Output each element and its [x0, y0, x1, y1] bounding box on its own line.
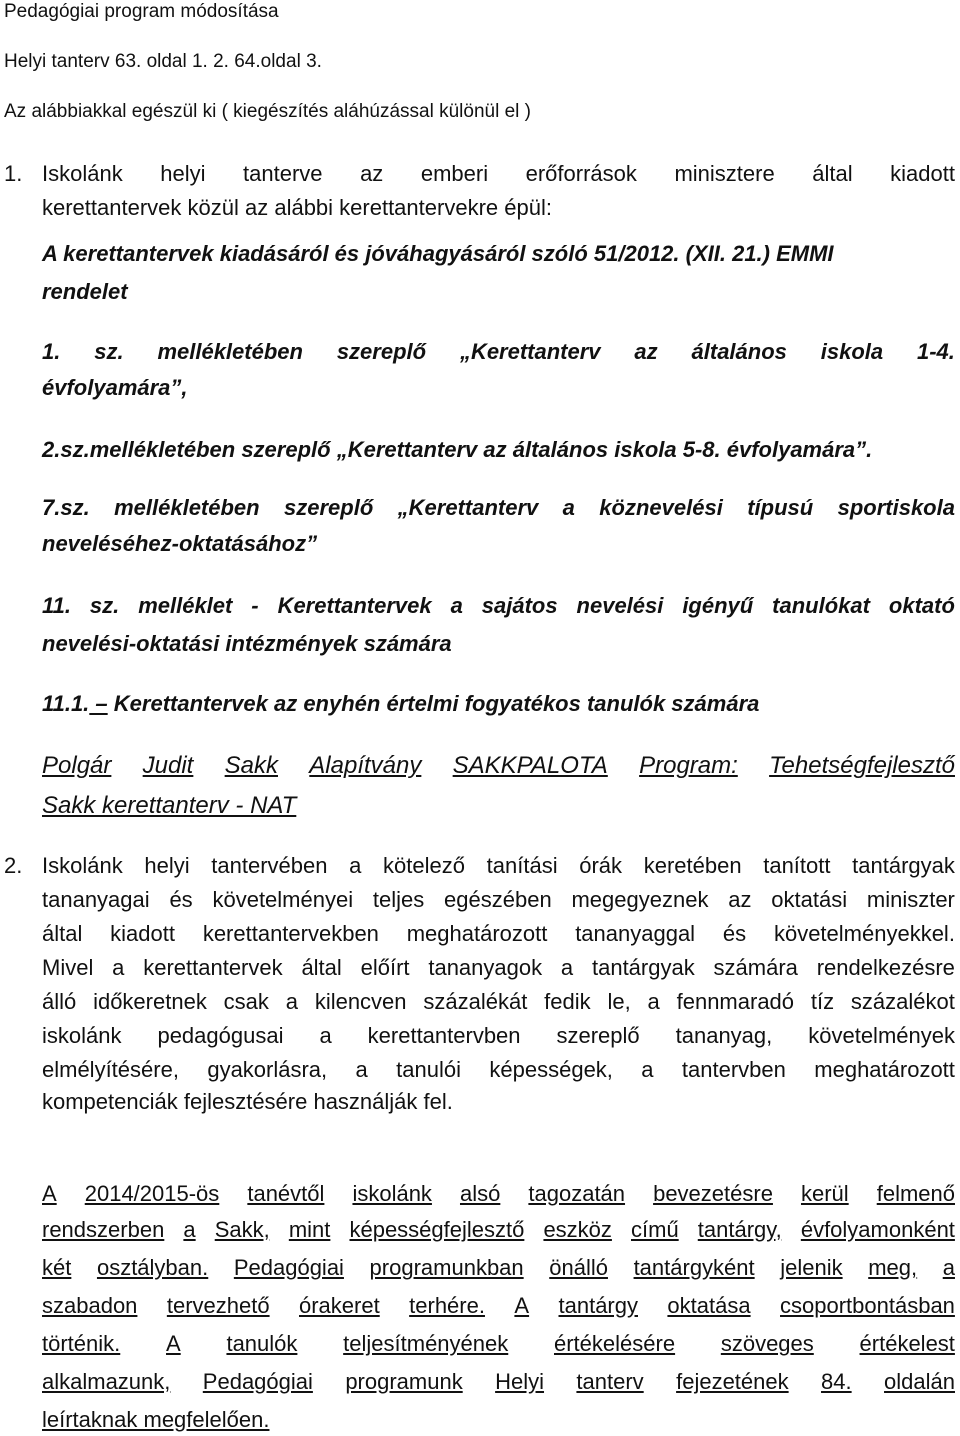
program-line-2: Sakk kerettanterv - NAT	[42, 792, 297, 819]
word: történik.	[42, 1331, 121, 1356]
word: a	[942, 1255, 955, 1280]
word: és	[169, 887, 193, 912]
word: mellékletében	[157, 339, 303, 364]
word: A	[514, 1293, 530, 1318]
annex7-line-1	[42, 494, 955, 522]
word: alsó	[459, 1181, 501, 1206]
word: Pedagógiai	[233, 1255, 344, 1280]
word: 2014/2015-ös	[84, 1181, 220, 1206]
word: két	[42, 1255, 72, 1280]
word: tanulói	[396, 1057, 462, 1082]
item1-line-2: kerettantervek közül az alábbi kerettantervekre épül:	[42, 195, 552, 220]
addition-line	[42, 1368, 955, 1396]
word: és	[722, 921, 747, 946]
addition-line	[42, 1216, 955, 1244]
word: Helyi	[495, 1369, 545, 1394]
word: szereplő	[284, 495, 374, 520]
word: eszköz	[543, 1217, 612, 1242]
word: képességfejlesztő	[349, 1217, 525, 1242]
word: -	[251, 593, 259, 618]
word: Pedagógiai	[202, 1369, 313, 1394]
word: teljesítményének	[343, 1331, 509, 1356]
word: Sakk	[224, 752, 278, 779]
word: a	[355, 1057, 368, 1082]
word: tananyagok	[428, 955, 543, 980]
item-number-2: 2.	[4, 853, 23, 878]
word: az	[728, 887, 752, 912]
word: a	[450, 593, 463, 618]
word: jelenik	[780, 1255, 843, 1280]
word: az	[360, 161, 384, 186]
word: iskolánk	[42, 1023, 122, 1048]
page-reference: Helyi tanterv 63. oldal 1. 2. 64.oldal 3.	[4, 51, 322, 72]
word: fennmaradó	[676, 989, 795, 1014]
word: szöveges	[720, 1331, 814, 1356]
word: minisztere	[674, 161, 775, 186]
word: százalékát	[423, 989, 528, 1014]
word: kötelező	[383, 853, 465, 878]
word: 1-4.	[916, 339, 955, 364]
word: oktatási	[771, 887, 848, 912]
word: terhére.	[409, 1293, 485, 1318]
word: tagozatán	[528, 1181, 626, 1206]
word: Polgár	[42, 752, 112, 779]
word: az	[634, 339, 658, 364]
word: gyakorlásra,	[207, 1057, 328, 1082]
word: általános	[691, 339, 787, 364]
word: tantárgy	[558, 1293, 638, 1318]
word: követelményei	[212, 887, 354, 912]
addition-line	[42, 1180, 955, 1208]
word: oktatása	[667, 1293, 751, 1318]
word: tananyag,	[675, 1023, 773, 1048]
word: Program:	[639, 752, 738, 779]
word: a	[183, 1217, 196, 1242]
annex11-1-line	[42, 690, 759, 718]
word: időkeretnek	[93, 989, 207, 1014]
word: előírt	[360, 955, 410, 980]
word: önálló	[549, 1255, 608, 1280]
word: Mivel	[42, 955, 94, 980]
addition-note: Az alábbiakkal egészül ki ( kiegészítés aláhúzással különül el )	[4, 101, 531, 122]
word: szabadon	[42, 1293, 138, 1318]
word: tananyagai	[42, 887, 150, 912]
word: a	[319, 1023, 332, 1048]
word: kilencven	[314, 989, 407, 1014]
word: tanulókat	[772, 593, 870, 618]
word: osztályban.	[96, 1255, 209, 1280]
word: sz.	[94, 339, 124, 364]
word: 84.	[821, 1369, 852, 1394]
word: fejezetének	[676, 1369, 789, 1394]
word: órakeret	[299, 1293, 380, 1318]
word: oldalán	[884, 1369, 955, 1394]
word: felmenő	[876, 1181, 955, 1206]
item2-line	[42, 1056, 955, 1084]
addition-line	[42, 1292, 955, 1320]
word: tanítási	[486, 853, 558, 878]
word: évfolyamonként	[800, 1217, 955, 1242]
word: Iskolánk	[42, 161, 123, 186]
word: kiadott	[890, 161, 955, 186]
word: „Kerettanterv	[459, 339, 601, 364]
word: Sakk,	[214, 1217, 270, 1242]
annex11-1-dash: –	[89, 691, 108, 716]
word: le,	[607, 989, 631, 1014]
item-number-1: 1.	[4, 161, 23, 186]
word: erőforrások	[525, 161, 637, 186]
word: tantárgy,	[697, 1217, 782, 1242]
word: kerettantervben	[367, 1023, 521, 1048]
word: című	[631, 1217, 679, 1242]
item2-line	[42, 886, 955, 914]
decree-line-2: rendelet	[42, 279, 128, 304]
word: Kerettantervek	[277, 593, 432, 618]
annex7-line-2: neveléséhez-oktatásához”	[42, 531, 318, 556]
annex11-1-text: Kerettantervek az enyhén értelmi fogyatékos tanulók számára	[107, 691, 760, 716]
word: álló	[42, 989, 77, 1014]
word: a	[562, 495, 575, 520]
program-line-1	[42, 750, 955, 782]
word: kiadott	[110, 921, 175, 946]
word: csak	[223, 989, 269, 1014]
annex1-line-2: évfolyamára”,	[42, 375, 188, 400]
word: szereplő	[556, 1023, 640, 1048]
addition-line	[42, 1330, 955, 1358]
word: köznevelési	[599, 495, 723, 520]
word: iskola	[820, 339, 884, 364]
item2-line	[42, 988, 955, 1016]
word: „Kerettanterv	[397, 495, 539, 520]
addition-last-line: leírtaknak megfelelően.	[42, 1407, 270, 1432]
word: 1.	[42, 339, 61, 364]
item2-line	[42, 954, 955, 982]
word: Tehetségfejlesztő	[769, 752, 955, 779]
word: igényű	[682, 593, 754, 618]
annex11-1-prefix: 11.1.	[42, 691, 90, 716]
word: 11.	[42, 593, 71, 618]
word: kerettantervek	[143, 955, 283, 980]
word: tantárgyként	[633, 1255, 755, 1280]
item1-line-1	[42, 160, 955, 188]
word: teljes	[372, 887, 425, 912]
word: a	[112, 955, 125, 980]
word: keretében	[643, 853, 742, 878]
annex11-line-2: nevelési-oktatási intézmények számára	[42, 631, 452, 656]
word: meghatározott	[814, 1057, 955, 1082]
word: tanított	[763, 853, 831, 878]
word: a	[560, 955, 574, 980]
word: SAKKPALOTA	[452, 752, 608, 779]
item2-line	[42, 852, 955, 880]
addition-line	[42, 1254, 955, 1282]
word: százalékot	[850, 989, 955, 1014]
document-title: Pedagógiai program módosítása	[4, 1, 279, 22]
word: tanulók	[226, 1331, 298, 1356]
word: képességek,	[489, 1057, 613, 1082]
word: meghatározott	[406, 921, 548, 946]
word: tervezhető	[166, 1293, 270, 1318]
word: programunkban	[369, 1255, 524, 1280]
word: rendelkezésre	[816, 955, 955, 980]
word: iskolánk	[352, 1181, 432, 1206]
word: helyi	[160, 161, 206, 186]
word: nevelési	[576, 593, 664, 618]
word: értékelésére	[554, 1331, 676, 1356]
word: mint	[288, 1217, 331, 1242]
word: meg,	[868, 1255, 918, 1280]
word: tanterv	[576, 1369, 644, 1394]
word: bevezetésre	[653, 1181, 773, 1206]
word: megegyeznek	[571, 887, 709, 912]
word: Iskolánk	[42, 853, 123, 878]
word: alkalmazunk,	[42, 1369, 171, 1394]
word: oktató	[888, 593, 955, 618]
word: 7.sz.	[42, 495, 90, 520]
word: kerettantervekben	[202, 921, 379, 946]
annex11-line-1	[42, 592, 955, 620]
word: kerül	[800, 1181, 849, 1206]
word: emberi	[420, 161, 489, 186]
word: által	[42, 921, 83, 946]
item2-line	[42, 1022, 955, 1050]
decree-line-1: A kerettantervek kiadásáról és jóváhagyásáról szóló 51/2012. (XII. 21.) EMMI	[42, 241, 834, 266]
word: tíz	[810, 989, 835, 1014]
item2-line	[42, 920, 955, 948]
word: sajátos	[481, 593, 558, 618]
word: helyi	[144, 853, 190, 878]
word: tantárgyak	[852, 853, 955, 878]
word: pedagógusai	[157, 1023, 284, 1048]
word: a	[285, 989, 298, 1014]
word: által	[301, 955, 342, 980]
word: csoportbontásban	[780, 1293, 955, 1318]
word: értékelest	[859, 1331, 955, 1356]
word: órák	[579, 853, 623, 878]
word: melléklet	[138, 593, 233, 618]
word: tanévtől	[247, 1181, 325, 1206]
word: szereplő	[336, 339, 427, 364]
word: tanterve	[243, 161, 323, 186]
word: Alapítvány	[309, 752, 422, 779]
word: követelményekkel.	[773, 921, 955, 946]
word: rendszerben	[42, 1217, 165, 1242]
word: a	[647, 989, 660, 1014]
word: tantárgyak	[591, 955, 695, 980]
word: követelmények	[808, 1023, 955, 1048]
word: fedik	[544, 989, 591, 1014]
word: által	[812, 161, 853, 186]
word: sz.	[89, 593, 120, 618]
word: programunk	[345, 1369, 463, 1394]
word: A	[166, 1331, 181, 1356]
word: típusú	[747, 495, 814, 520]
word: mellékletében	[114, 495, 260, 520]
word: A	[42, 1181, 57, 1206]
word: sportiskola	[837, 495, 955, 520]
item2-last-line: kompetenciák fejlesztésére használják fel.	[42, 1089, 453, 1114]
annex1-line-1	[42, 338, 955, 366]
annex2-line: 2.sz.mellékletében szereplő „Kerettanterv az általános iskola 5-8. évfolyamára”.	[42, 437, 873, 462]
word: a	[641, 1057, 654, 1082]
word: elmélyítésére,	[42, 1057, 179, 1082]
word: a	[349, 853, 362, 878]
word: tantervében	[211, 853, 328, 878]
word: számára	[713, 955, 798, 980]
word: tananyaggal	[575, 921, 696, 946]
word: tantervben	[681, 1057, 786, 1082]
word: Judit	[142, 752, 194, 779]
word: egészében	[444, 887, 552, 912]
word: miniszter	[866, 887, 955, 912]
